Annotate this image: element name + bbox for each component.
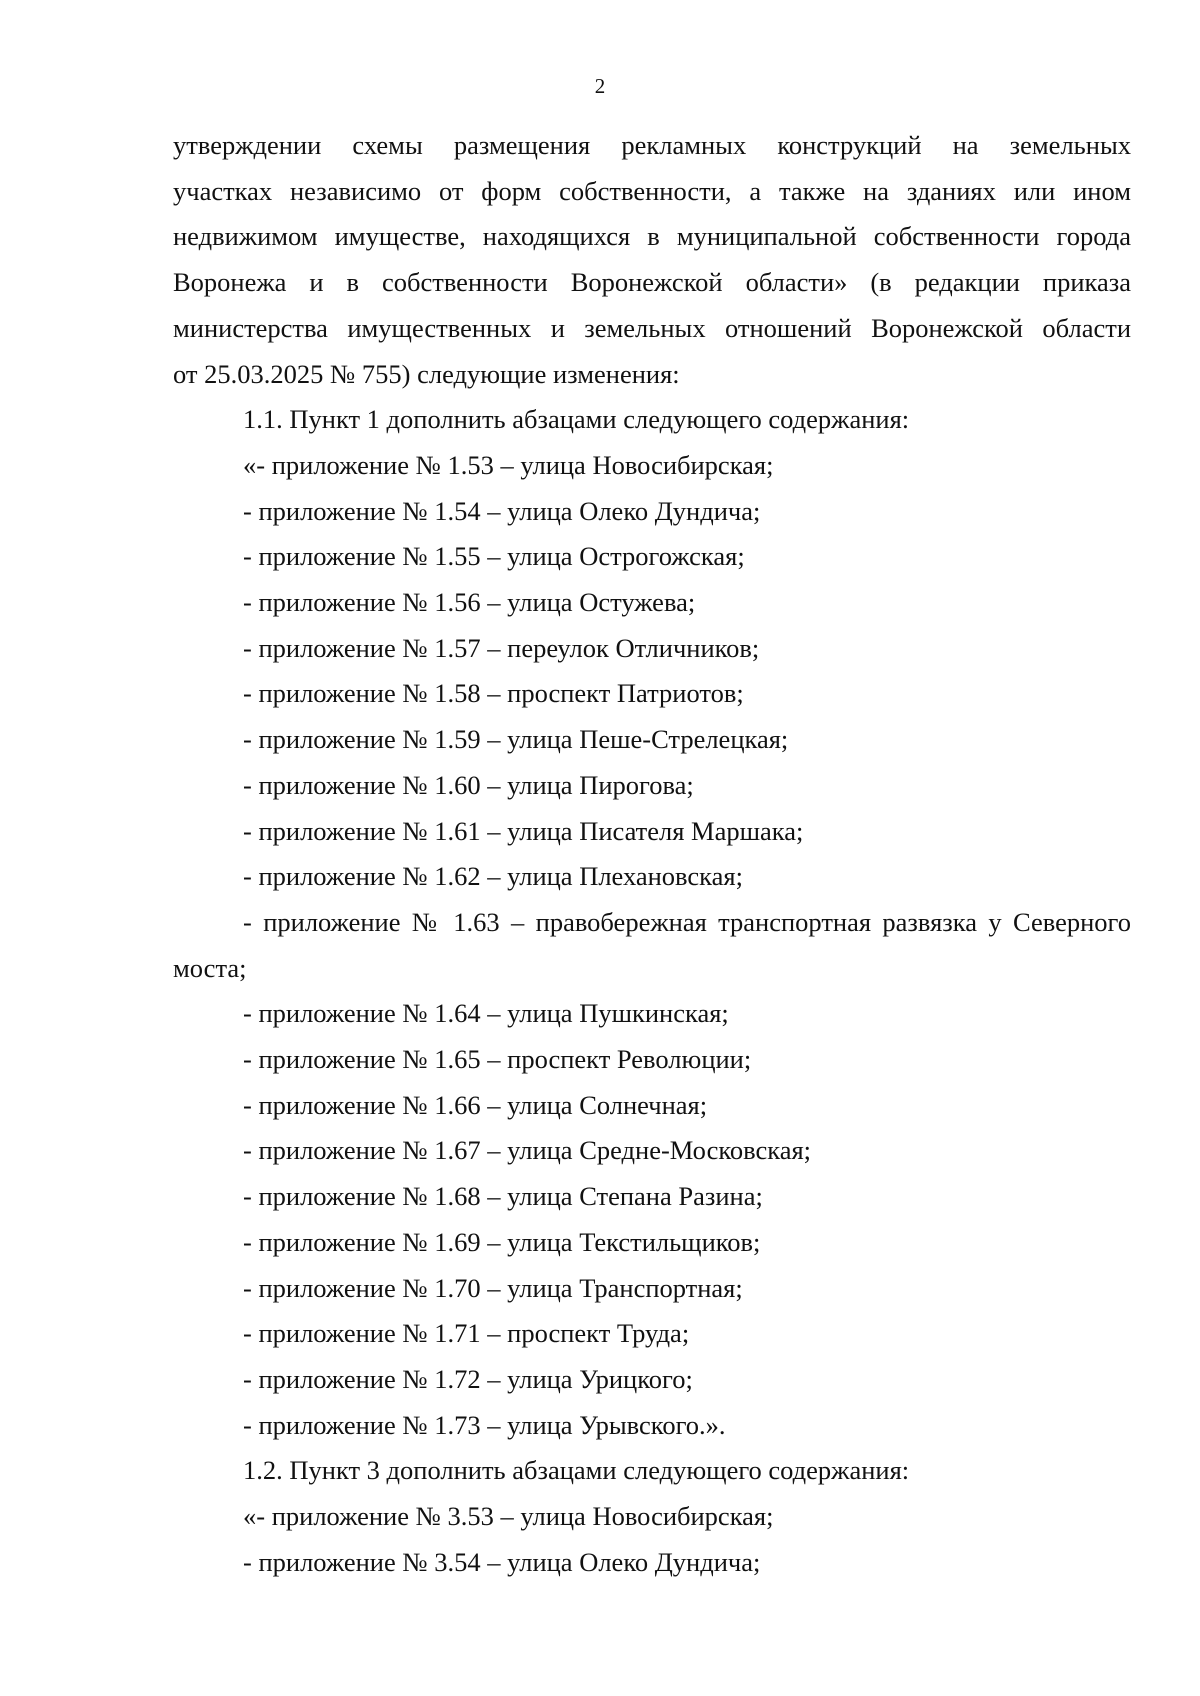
section-1-1-heading: 1.1. Пункт 1 дополнить абзацами следующего содержания: — [243, 404, 910, 435]
list-item: - приложение № 1.57 – переулок Отличников; — [243, 632, 760, 663]
intro-line: недвижимом имуществе, находящихся в муниципальной собственности города — [173, 221, 1131, 252]
list-item: - приложение № 1.54 – улица Олеко Дундича; — [243, 495, 761, 526]
intro-line: от 25.03.2025 № 755) следующие изменения: — [173, 358, 680, 389]
list-item: - приложение № 1.66 – улица Солнечная; — [243, 1089, 708, 1120]
intro-line: Воронежа и в собственности Воронежской области» (в редакции приказа — [173, 267, 1131, 298]
section-1-2-heading: 1.2. Пункт 3 дополнить абзацами следующего содержания: — [243, 1455, 910, 1486]
list-item: - приложение № 1.61 – улица Писателя Маршака; — [243, 815, 804, 846]
list-item: - приложение № 1.70 – улица Транспортная; — [243, 1272, 743, 1303]
list-item: - приложение № 1.55 – улица Острогожская; — [243, 541, 745, 572]
list-item: - приложение № 1.59 – улица Пеше-Стрелецкая; — [243, 724, 789, 755]
list-item: - приложение № 1.71 – проспект Труда; — [243, 1318, 690, 1349]
list-item: - приложение № 1.56 – улица Остужева; — [243, 587, 696, 618]
list-item: «- приложение № 1.53 – улица Новосибирская; — [243, 449, 774, 480]
list-item: - приложение № 1.58 – проспект Патриотов; — [243, 678, 744, 709]
list-item: - приложение № 1.72 – улица Урицкого; — [243, 1363, 693, 1394]
list-item: - приложение № 1.64 – улица Пушкинская; — [243, 998, 729, 1029]
list-item-continuation: моста; — [173, 952, 247, 983]
list-item: - приложение № 1.69 – улица Текстильщиков; — [243, 1226, 761, 1257]
page-number: 2 — [594, 74, 606, 98]
list-item: - приложение № 1.60 – улица Пирогова; — [243, 769, 694, 800]
list-item: - приложение № 3.54 – улица Олеко Дундича; — [243, 1546, 761, 1577]
list-item: - приложение № 1.73 – улица Урывского.». — [243, 1409, 726, 1440]
list-item: «- приложение № 3.53 – улица Новосибирская; — [243, 1501, 774, 1532]
list-item: - приложение № 1.62 – улица Плехановская; — [243, 861, 743, 892]
list-item: - приложение № 1.68 – улица Степана Разина; — [243, 1181, 763, 1212]
intro-line: утверждении схемы размещения рекламных конструкций на земельных — [173, 130, 1131, 160]
list-item: - приложение № 1.65 – проспект Революции; — [243, 1044, 752, 1075]
intro-line: участках независимо от форм собственности, а также на зданиях или ином — [173, 175, 1131, 206]
intro-line: министерства имущественных и земельных отношений Воронежской области — [173, 312, 1131, 343]
list-item: - приложение № 1.63 – правобережная транспортная развязка у Северного — [243, 906, 1131, 937]
list-item: - приложение № 1.67 – улица Средне-Московская; — [243, 1135, 812, 1166]
document-body — [173, 123, 1131, 1586]
